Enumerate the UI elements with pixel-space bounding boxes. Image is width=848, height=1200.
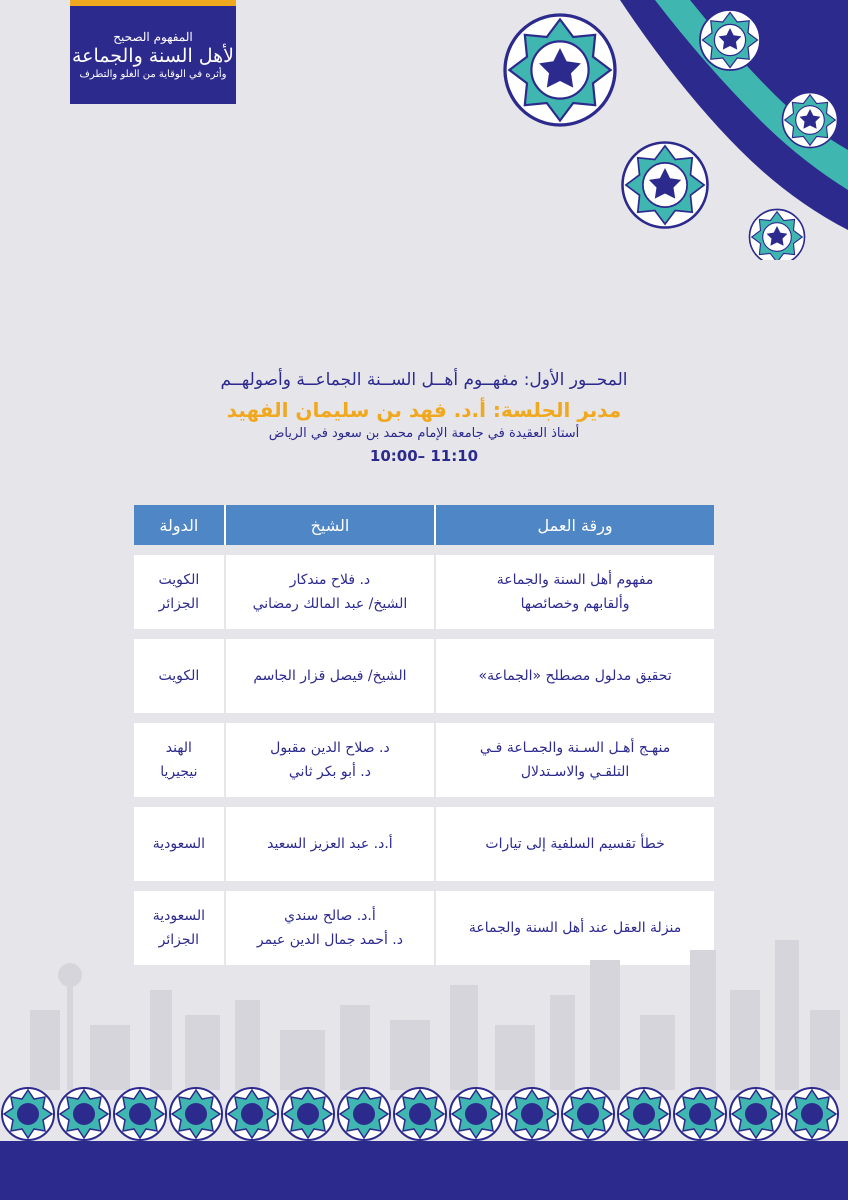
country-name: نيجيريا <box>160 764 198 780</box>
islamic-ornament-cluster <box>490 0 848 260</box>
country-cell <box>134 550 225 634</box>
sheikh-name: الشيخ/ عبد المالك رمضاني <box>252 596 408 612</box>
axis-title: المحــور الأول: مفهــوم أهــل الســنة الجماعــة وأصولهــم <box>220 370 628 390</box>
footer-ornament-row <box>0 1086 848 1142</box>
paper-cell <box>435 550 714 634</box>
paper-text: منهـج أهـل السـنة والجمـاعة فـي <box>479 739 671 756</box>
country-name: الكويت <box>158 667 200 684</box>
sheikh-name: د. أحمد جمال الدين عيمر <box>256 932 403 948</box>
conference-logo <box>70 0 236 104</box>
logo-line-2: لأهل السنة والجماعة <box>71 45 235 68</box>
session-chair-affiliation: أستاذ العقيدة في جامعة الإمام محمد بن سعود في الرياض <box>268 426 580 441</box>
session-time: 10:00– 11:10 <box>369 447 479 465</box>
logo-line-1: المفهوم الصحيح <box>113 30 193 45</box>
schedule-table <box>134 505 714 965</box>
header-country: الدولة <box>134 505 225 550</box>
country-cell <box>134 718 225 802</box>
sheikh-name: أ.د. عبد العزيز السعيد <box>267 835 393 852</box>
header-sheikh: الشيخ <box>225 505 435 550</box>
paper-text: وألقابهم وخصائصها <box>520 596 630 612</box>
sheikh-name: د. صلاح الدين مقبول <box>270 739 390 756</box>
paper-cell <box>435 802 714 886</box>
footer-band <box>0 1141 848 1200</box>
paper-text: تحقيق مدلول مصطلح «الجماعة» <box>478 667 672 684</box>
paper-text: منزلة العقل عند أهل السنة والجماعة <box>468 919 682 936</box>
country-name: الجزائر <box>158 596 200 612</box>
paper-text: خطأ تقسيم السلفية إلى تيارات <box>485 835 665 852</box>
header-paper: ورقة العمل <box>435 505 714 550</box>
country-name: الهند <box>165 739 192 756</box>
country-cell <box>134 802 225 886</box>
table-row <box>134 802 714 886</box>
session-chair: مدير الجلسة: أ.د. فهد بن سليمان الفهيد <box>226 398 622 422</box>
paper-text: مفهوم أهل السنة والجماعة <box>496 571 654 588</box>
country-name: الجزائر <box>158 932 200 948</box>
table-row <box>134 550 714 634</box>
table-row <box>134 718 714 802</box>
table-header-row <box>134 505 714 550</box>
sheikh-name: أ.د. صالح سندي <box>284 907 376 924</box>
country-name: السعودية <box>152 907 205 924</box>
sheikh-cell <box>225 550 435 634</box>
city-skyline-watermark <box>0 930 848 1090</box>
sheikh-cell <box>225 802 435 886</box>
paper-text: التلقـي والاسـتدلال <box>520 764 630 780</box>
sheikh-cell <box>225 634 435 718</box>
country-cell <box>134 634 225 718</box>
country-name: السعودية <box>152 835 205 852</box>
sheikh-name: د. أبو بكر ثاني <box>288 764 371 780</box>
paper-cell <box>435 634 714 718</box>
logo-line-3: وأثره في الوقاية من الغلو والتطرف <box>79 68 227 80</box>
table-row <box>134 634 714 718</box>
sheikh-name: الشيخ/ فيصل قزار الجاسم <box>253 667 407 684</box>
paper-cell <box>435 718 714 802</box>
country-name: الكويت <box>158 571 200 588</box>
sheikh-name: د. فلاح مندكار <box>289 571 371 588</box>
sheikh-cell <box>225 718 435 802</box>
session-info <box>0 370 848 465</box>
